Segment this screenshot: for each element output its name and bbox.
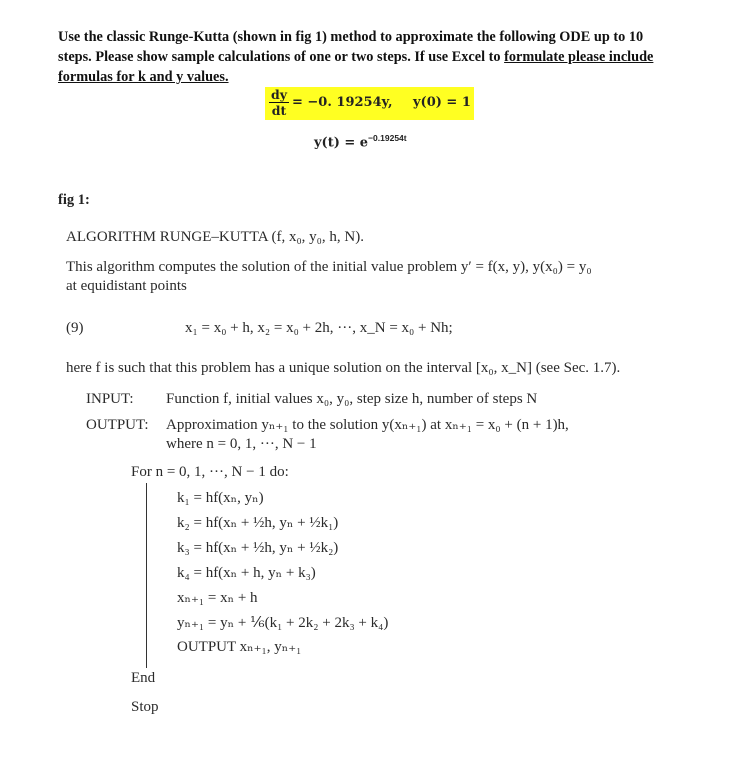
output-label: OUTPUT: xyxy=(86,417,149,433)
output-step-line: OUTPUT xₙ₊₁, yₙ₊₁ xyxy=(177,639,302,655)
algorithm-intro-1: This algorithm computes the solution of the initial value problem y′ = f(x, y), y(x₀) = y₀ xyxy=(66,259,592,275)
input-label: INPUT: xyxy=(86,391,134,407)
fig-label: fig 1: xyxy=(58,192,90,208)
loop-bracket-line xyxy=(146,483,147,668)
equation-number: (9) xyxy=(66,320,84,336)
x-update-formula: xₙ₊₁ = xₙ + h xyxy=(177,590,258,606)
output-text-2: where n = 0, 1, ···, N − 1 xyxy=(166,436,317,452)
k3-formula: k₃ = hf(xₙ + ½h, yₙ + ½k₂) xyxy=(177,540,339,556)
fraction-numerator: dy xyxy=(270,87,287,102)
k1-formula: k₁ = hf(xₙ, yₙ) xyxy=(177,490,264,506)
y-update-formula: yₙ₊₁ = yₙ + ⅙(k₁ + 2k₂ + 2k₃ + k₄) xyxy=(177,615,389,631)
ode-rhs: = −0. 19254y, xyxy=(292,95,393,110)
question-line-3 xyxy=(58,67,698,87)
algorithm-title: ALGORITHM RUNGE–KUTTA (f, x₀, y₀, h, N). xyxy=(66,229,364,245)
end-line: End xyxy=(131,670,156,686)
input-text: Function f, initial values x₀, y₀, step size h, number of steps N xyxy=(166,391,538,407)
k2-formula: k₂ = hf(xₙ + ½h, yₙ + ½k₁) xyxy=(177,515,339,531)
initial-condition: y(0) = 1 xyxy=(413,95,471,110)
algorithm-intro-2: at equidistant points xyxy=(66,278,187,294)
derivative-fraction xyxy=(269,88,289,118)
question-line-2 xyxy=(58,47,698,67)
for-loop-line: For n = 0, 1, ···, N − 1 do: xyxy=(131,464,289,480)
question-line-1: Use the classic Runge-Kutta (shown in fig 1) method to approximate the following ODE up to 10 xyxy=(58,29,644,45)
solution-exponent: −0.19254t xyxy=(368,133,407,143)
question-line-2-text: steps. Please show sample calculations of one or two steps. If use Excel to xyxy=(58,49,505,65)
output-text-1: Approximation yₙ₊₁ to the solution y(xₙ₊₁) at xₙ₊₁ = x₀ + (n + 1)h, xyxy=(166,417,569,433)
uniqueness-note: here f is such that this problem has a unique solution on the interval [x₀, x_N] (see Sec. 1.7). xyxy=(66,360,621,376)
equidistant-points: x₁ = x₀ + h, x₂ = x₀ + 2h, ···, x_N = x₀ + Nh; xyxy=(185,320,453,336)
question-line-3-underlined: formulas for k and y values. xyxy=(58,69,229,85)
fraction-denominator: dt xyxy=(271,103,287,118)
question-text xyxy=(58,27,698,87)
ode-highlight xyxy=(265,87,474,120)
solution-base: y(t) = e xyxy=(314,135,369,151)
stop-line: Stop xyxy=(131,699,159,715)
exact-solution xyxy=(314,133,407,150)
k4-formula: k₄ = hf(xₙ + h, yₙ + k₃) xyxy=(177,565,316,581)
question-line-2-underlined: formulate please include xyxy=(504,49,654,65)
